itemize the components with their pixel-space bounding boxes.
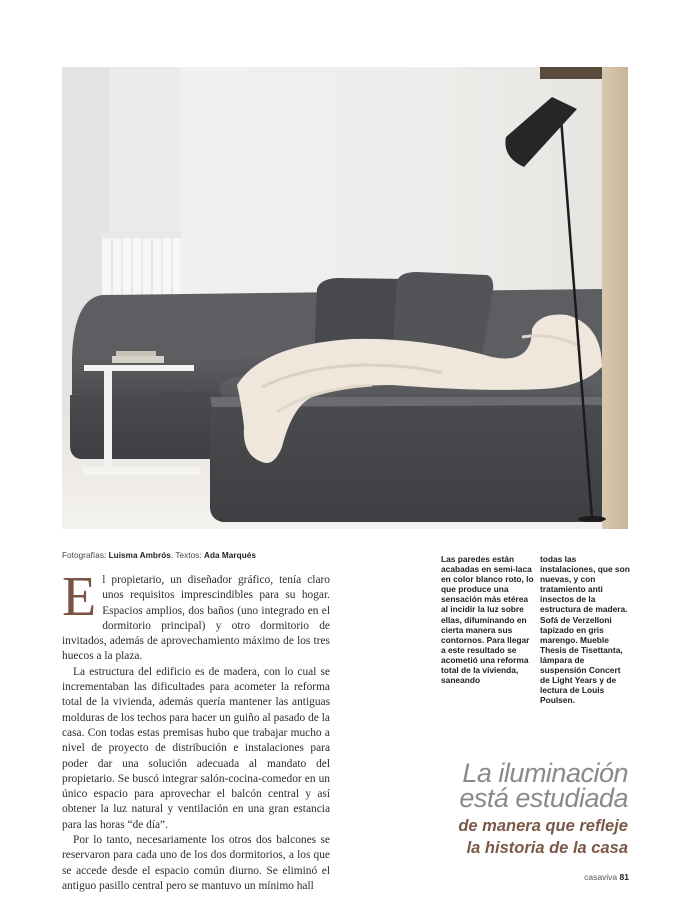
caption-column-1: Las paredes están acabadas en semi-laca en color blanco roto, lo que produce una sensación más etérea al incidir la luz sobre ellas, difuminando en cierta manera sus contornos. Para llegar a este resultado se acometió una reforma total de la vivienda, saneando: [441, 554, 534, 686]
pullquote-line-4: la historia de la casa: [466, 839, 628, 857]
page-number: 81: [619, 872, 629, 882]
photographer-name: Luisma Ambrós: [108, 551, 171, 560]
pullquote-line-3: de manera que refleje: [458, 817, 628, 835]
pullquote-line-1: La iluminación: [462, 758, 628, 788]
text-credit-label: . Textos:: [170, 551, 204, 560]
paragraph-2: La estructura del edificio es de madera, con lo cual se incrementaban las dificultades para acometer la reforma total de la vivienda, además quería mantener las antiguas molduras de los techos para hacer un guiño al pasado de la casa. Con todas estas premisas hubo que trabajar mucho a nivel de proyecto de distribución e instalaciones para poder dar una solución adecuada al mandato del propietario. Se buscó integrar salón-cocina-comedor en un único espacio para aprovechar el balcón central y así obtener la luz natural y ventilación en una gran estancia para las horas “de día”.: [62, 665, 330, 831]
page-footer: [584, 872, 629, 882]
pullquote-light: [459, 758, 628, 813]
pullquote-line-2: está estudiada: [459, 783, 628, 813]
magazine-name: casaviva: [584, 872, 620, 882]
pullquote-accent: [458, 815, 628, 859]
paragraph-3: Por lo tanto, necesariamente los otros dos balcones se reservaron para cada uno de los dos dormitorios, a los que se accede desde el espacio común diurno. Se eliminó el antiguo pasillo central pero se mantuvo un mínimo hall: [62, 834, 330, 892]
photo-credits: [62, 551, 256, 560]
paragraph-1: l propietario, un diseñador gráfico, tenía claro unos requisitos imprescindibles para su hogar. Espacios amplios, dos baños (uno integrado en el dormitorio principal) y otro dormitorio de invitados, además de aprovechamiento máximo de los tres huecos a la plaza.: [62, 574, 330, 663]
hero-photo: [62, 67, 628, 529]
caption-column-2: todas las instalaciones, que son nuevas, y con tratamiento anti insectos de la estructura de madera. Sofá de Verzelloni tapizado en gris marengo. Mueble Thesis de Tisettanta, lámpara de suspensión Concert de Light Years y de lectura de Louis Poulsen.: [540, 554, 630, 706]
photo-credit-label: Fotografías:: [62, 551, 109, 560]
writer-name: Ada Marqués: [203, 551, 256, 560]
living-room-illustration: [62, 67, 628, 529]
dropcap: E: [62, 566, 97, 628]
article-body: [62, 566, 330, 894]
